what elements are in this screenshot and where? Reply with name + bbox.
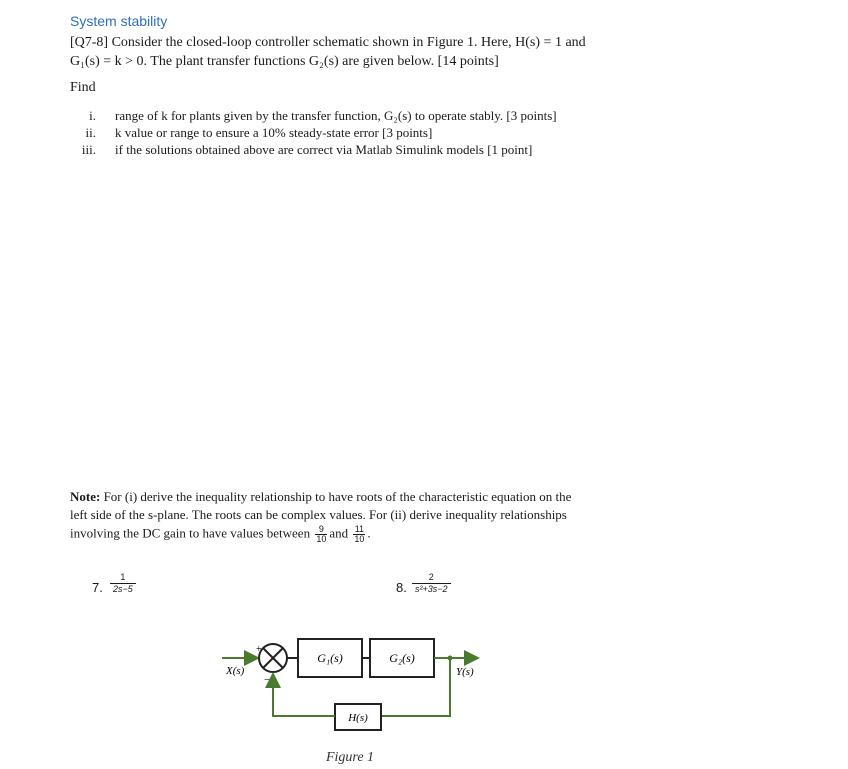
question-line-1: [Q7-8] Consider the closed-loop controller schematic shown in Figure 1. Here, H(s) = 1 and — [70, 35, 586, 50]
tf-numerator: 1 — [110, 572, 136, 584]
g1-label: G₁(s) — [317, 651, 343, 665]
plus-sign: + — [256, 644, 262, 655]
item-number: iii. — [81, 142, 96, 157]
section-header: System stability — [70, 13, 168, 29]
fraction-denominator: 10 — [354, 534, 365, 544]
plant-label-8: 8. — [396, 580, 407, 595]
item-number: ii. — [85, 125, 96, 140]
summing-junction — [259, 644, 287, 672]
figure-caption: Figure 1 — [325, 750, 375, 765]
tf-denominator: 2s−5 — [113, 584, 133, 594]
h-label: H(s) — [348, 712, 368, 724]
minus-sign: − — [264, 674, 271, 686]
and-word: and — [329, 525, 349, 541]
g2-label: G₂(s) — [389, 651, 415, 665]
item-text: k value or range to ensure a 10% steady-state error [3 points] — [115, 125, 433, 140]
tf-denominator: s²+3s−2 — [415, 584, 448, 594]
note-lead: Note: — [70, 489, 101, 504]
input-label: X(s) — [226, 665, 245, 677]
item-number: i. — [89, 108, 96, 123]
note-text-3: involving the DC gain to have values between — [70, 525, 311, 541]
question-line-2: G₁(s) = k > 0. The plant transfer functions G₂(s) are given below. [14 points] — [70, 54, 499, 69]
fraction-numerator: 9 — [315, 525, 327, 535]
fraction-numerator: 11 — [354, 524, 365, 534]
period: . — [367, 525, 371, 541]
plant-label-7: 7. — [92, 580, 103, 595]
item-text: if the solutions obtained above are correct via Matlab Simulink models [1 point] — [115, 142, 533, 157]
fraction-denominator: 10 — [316, 534, 327, 544]
item-text: range of k for plants given by the transfer function, G₂(s) to operate stably. [3 points] — [115, 108, 557, 123]
feedback-line-left — [273, 674, 335, 716]
find-label: Find — [70, 80, 96, 95]
note-line-2: left side of the s-plane. The roots can be complex values. For (ii) derive inequality relationships — [70, 507, 567, 522]
note-text-1: For (i) derive the inequality relationship to have roots of the characteristic equation on the — [103, 489, 572, 504]
output-label: Y(s) — [456, 666, 474, 678]
tf-numerator: 2 — [412, 572, 451, 584]
